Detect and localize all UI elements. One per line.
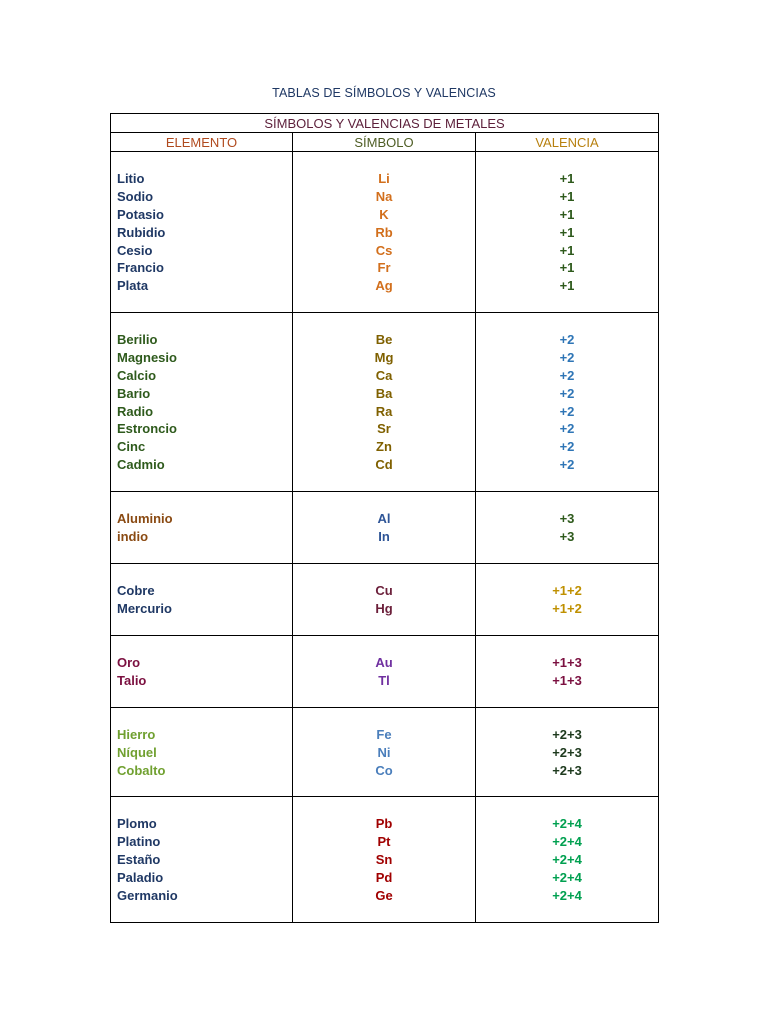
element-group-row	[111, 708, 659, 797]
element-cell	[111, 313, 293, 492]
element-valence: +2+3	[552, 744, 582, 760]
valence-cell	[476, 564, 659, 636]
element-name: Oro	[117, 655, 141, 670]
element-valence: +3	[559, 511, 575, 526]
symbol-cell	[293, 152, 476, 313]
valence-cell	[476, 636, 659, 708]
element-symbol: Cs	[375, 242, 393, 258]
element-name: Estaño	[117, 851, 161, 867]
element-group-row	[111, 313, 659, 492]
document-title: TABLAS DE SÍMBOLOS Y VALENCIAS	[272, 86, 496, 100]
element-symbol: Ni	[377, 744, 391, 760]
element-name: Cadmio	[117, 457, 165, 473]
element-symbol: K	[379, 206, 389, 222]
header-simbolo: SÍMBOLO	[293, 133, 476, 152]
element-name: Rubidio	[117, 224, 166, 240]
element-name: Francio	[117, 260, 164, 276]
symbol-cell	[293, 636, 476, 708]
element-name: Aluminio	[117, 511, 173, 526]
element-valence: +2+4	[552, 887, 582, 903]
element-name: Bario	[117, 385, 151, 401]
symbol-cell	[293, 492, 476, 564]
element-name: Cobre	[117, 583, 155, 598]
element-symbol: Sn	[375, 851, 393, 867]
element-valence: +2	[559, 349, 575, 365]
element-name: Cinc	[117, 439, 146, 455]
element-valence: +1	[559, 242, 575, 258]
header-valencia: VALENCIA	[476, 133, 659, 152]
element-name: Hierro	[117, 727, 156, 742]
element-symbol: Hg	[375, 600, 393, 616]
valence-cell	[476, 313, 659, 492]
element-name: Cobalto	[117, 762, 166, 778]
element-name: Paladio	[117, 869, 164, 885]
element-group-row	[111, 564, 659, 636]
element-symbol: Au	[375, 655, 393, 670]
valence-cell	[476, 708, 659, 797]
element-symbol: Ra	[375, 403, 393, 419]
element-valence: +2	[559, 367, 575, 383]
element-valence: +1	[559, 206, 575, 222]
element-name: Berilio	[117, 332, 158, 347]
element-name: Magnesio	[117, 349, 177, 365]
element-name: Mercurio	[117, 600, 172, 616]
element-symbol: Ba	[375, 385, 393, 401]
element-valence: +1+2	[552, 583, 582, 598]
element-cell	[111, 564, 293, 636]
element-valence: +1+2	[552, 600, 582, 616]
element-name: indio	[117, 528, 149, 544]
element-valence: +1	[559, 171, 575, 186]
element-valence: +1	[559, 188, 575, 204]
element-valence: +1	[559, 278, 575, 294]
element-name: Cesio	[117, 242, 153, 258]
element-symbol: Co	[375, 762, 393, 778]
element-cell	[111, 152, 293, 313]
element-symbol: Li	[378, 171, 390, 186]
valence-cell	[476, 152, 659, 313]
element-name: Germanio	[117, 887, 178, 903]
symbol-cell	[293, 564, 476, 636]
element-valence: +2	[559, 403, 575, 419]
element-symbol: Fr	[377, 260, 391, 276]
table-body	[111, 152, 659, 923]
element-valence: +2+4	[552, 816, 582, 831]
element-valence: +2+4	[552, 869, 582, 885]
element-symbol: Al	[377, 511, 391, 526]
element-symbol: Pd	[375, 869, 393, 885]
table-header-row	[111, 133, 659, 152]
element-valence: +2	[559, 332, 575, 347]
element-symbol: Na	[375, 188, 393, 204]
element-valence: +2+3	[552, 762, 582, 778]
element-valence: +1	[559, 224, 575, 240]
element-cell	[111, 492, 293, 564]
element-group-row	[111, 636, 659, 708]
element-name: Calcio	[117, 367, 157, 383]
element-valence: +2	[559, 457, 575, 473]
element-valence: +1	[559, 260, 575, 276]
element-name: Níquel	[117, 744, 157, 760]
element-symbol: In	[378, 528, 390, 544]
element-valence: +2+4	[552, 833, 582, 849]
element-name: Platino	[117, 833, 161, 849]
table-title: SÍMBOLOS Y VALENCIAS DE METALES	[111, 114, 659, 133]
element-name: Plomo	[117, 816, 157, 831]
element-symbol: Be	[375, 332, 393, 347]
symbol-cell	[293, 797, 476, 923]
element-valence: +1+3	[552, 672, 582, 688]
element-valence: +2	[559, 385, 575, 401]
element-symbol: Tl	[378, 672, 390, 688]
element-name: Talio	[117, 672, 147, 688]
element-symbol: Pt	[377, 833, 391, 849]
element-symbol: Rb	[375, 224, 393, 240]
element-valence: +2+4	[552, 851, 582, 867]
element-valence: +2	[559, 439, 575, 455]
element-name: Litio	[117, 171, 145, 186]
valence-cell	[476, 797, 659, 923]
element-name: Radio	[117, 403, 154, 419]
element-symbol: Ca	[375, 367, 393, 383]
element-symbol: Pb	[375, 816, 393, 831]
element-cell	[111, 708, 293, 797]
header-elemento: ELEMENTO	[111, 133, 293, 152]
element-symbol: Mg	[374, 349, 394, 365]
element-symbol: Sr	[377, 421, 391, 437]
element-valence: +3	[559, 528, 575, 544]
metals-valence-table	[110, 113, 659, 923]
element-group-row	[111, 152, 659, 313]
element-symbol: Ag	[375, 278, 393, 294]
element-symbol: Cd	[375, 457, 393, 473]
element-group-row	[111, 797, 659, 923]
element-symbol: Zn	[376, 439, 392, 455]
element-valence: +2	[559, 421, 575, 437]
element-name: Potasio	[117, 206, 164, 222]
table-title-row	[111, 114, 659, 133]
element-name: Estroncio	[117, 421, 177, 437]
element-name: Plata	[117, 278, 149, 294]
element-symbol: Fe	[376, 727, 392, 742]
symbol-cell	[293, 313, 476, 492]
element-cell	[111, 797, 293, 923]
valence-cell	[476, 492, 659, 564]
element-symbol: Cu	[375, 583, 393, 598]
element-group-row	[111, 492, 659, 564]
element-cell	[111, 636, 293, 708]
element-valence: +2+3	[552, 727, 582, 742]
element-symbol: Ge	[375, 887, 393, 903]
symbol-cell	[293, 708, 476, 797]
element-valence: +1+3	[552, 655, 582, 670]
element-name: Sodio	[117, 188, 154, 204]
